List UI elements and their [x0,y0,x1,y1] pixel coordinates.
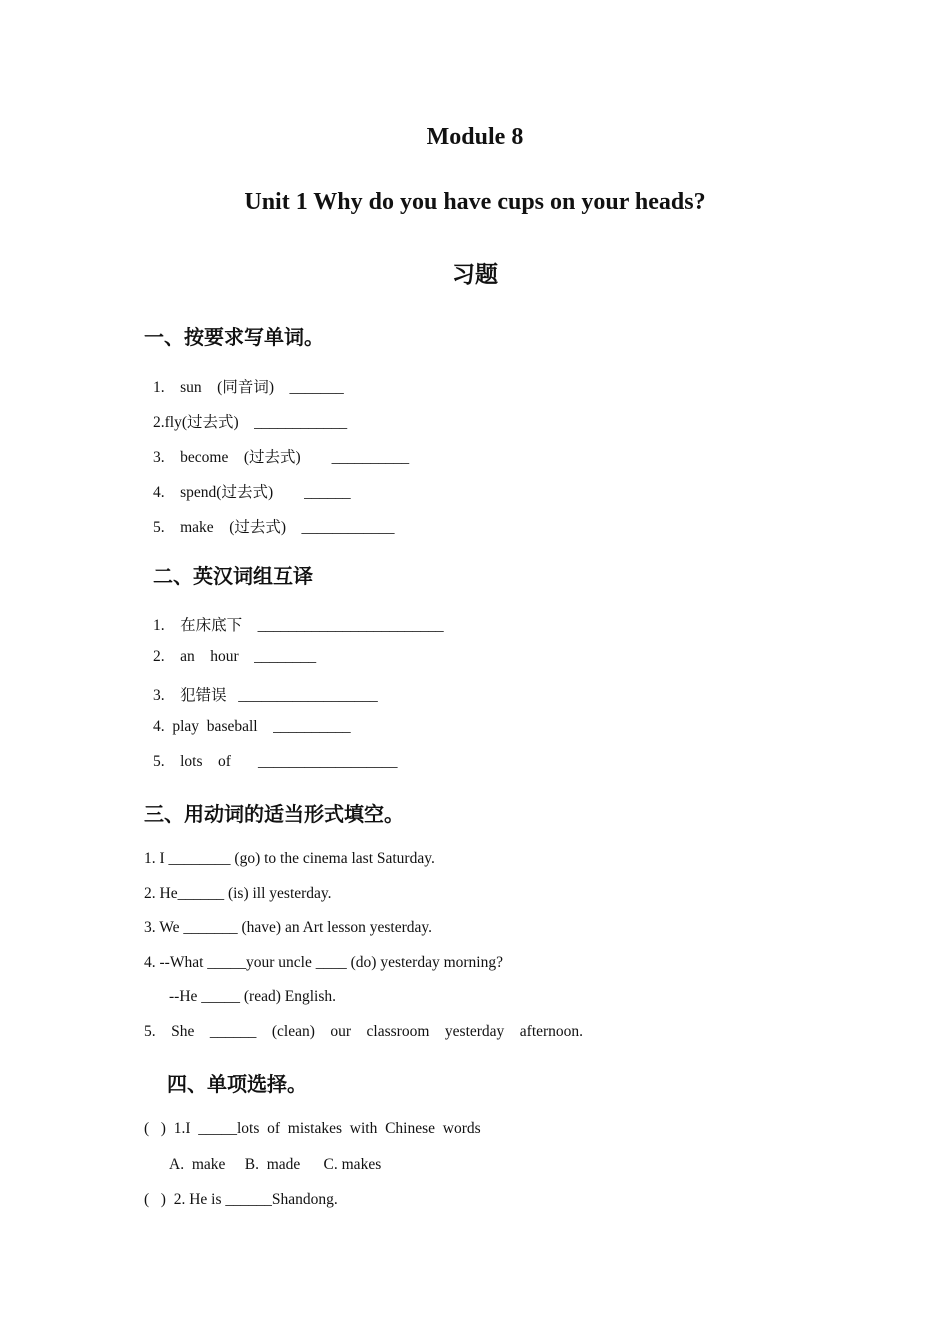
question-1: ( ) 1.I _____lots of mistakes with Chinese words [144,1120,481,1137]
section-3-item: --He _____ (read) English. [169,988,337,1005]
section-4-heading: 四、单项选择。 [167,1072,307,1096]
section-1-item: 5. make (过去式) ____________ [153,519,395,536]
section-2-item: 4. play baseball __________ [153,718,351,735]
section-1-heading: 一、按要求写单词。 [144,325,324,349]
section-2-item: 3. 犯错误 __________________ [153,687,378,704]
section-1-item: 1. sun (同音词) _______ [153,379,344,396]
section-3-item: 2. He______ (is) ill yesterday. [144,885,332,902]
section-3-item: 5. She ______ (clean) our classroom yesterday afternoon. [144,1023,584,1040]
section-1-item: 4. spend(过去式) ______ [153,484,351,501]
unit-title: Unit 1 Why do you have cups on your heads? [244,189,706,215]
section-1-item: 3. become (过去式) __________ [153,449,410,466]
exercise-subtitle: 习题 [452,262,498,288]
question-2: ( ) 2. He is ______Shandong. [144,1191,338,1208]
section-3-item: 4. --What _____your uncle ____ (do) yesterday morning? [144,954,503,971]
section-3-item: 1. I ________ (go) to the cinema last Saturday. [144,850,435,867]
section-1-item: 2.fly(过去式) ____________ [153,414,348,431]
section-2-item: 1. 在床底下 ________________________ [153,617,444,634]
section-2-item: 2. an hour ________ [153,648,317,665]
section-3-heading: 三、用动词的适当形式填空。 [144,802,404,826]
section-2-item: 5. lots of __________________ [153,753,398,770]
module-title: Module 8 [426,124,524,150]
section-3-item: 3. We _______ (have) an Art lesson yesterday. [144,919,433,936]
question-1-options: A. make B. made C. makes [169,1156,382,1173]
section-2-heading: 二、英汉词组互译 [153,564,313,588]
